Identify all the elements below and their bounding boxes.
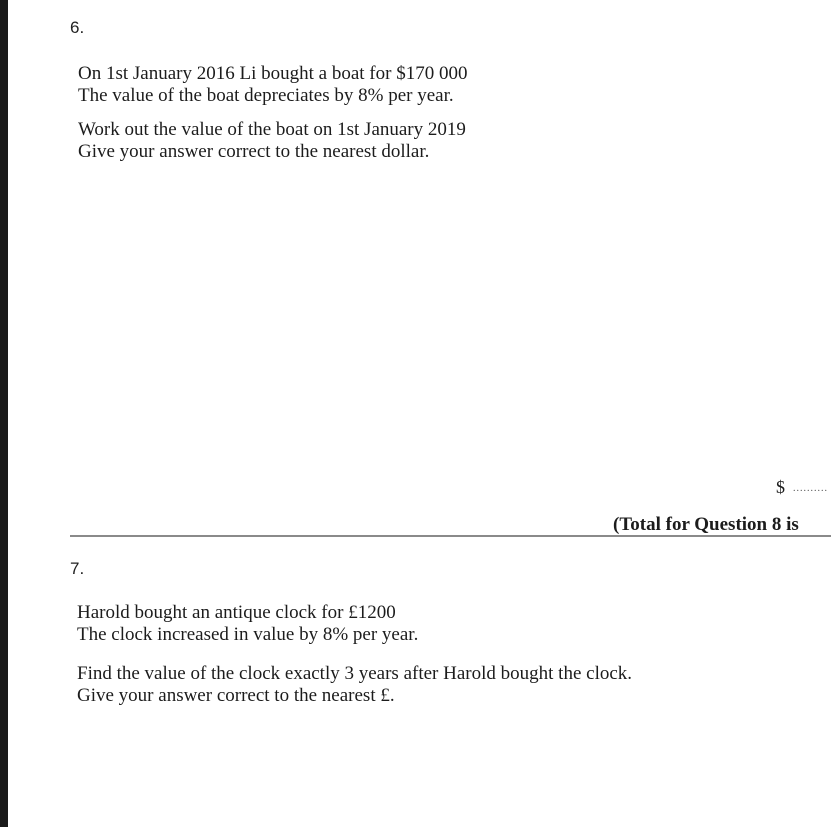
question-6-task-line-1: Work out the value of the boat on 1st January 2019 <box>78 119 466 140</box>
question-7-number: 7. <box>70 559 85 578</box>
question-7-line-2: The clock increased in value by 8% per year. <box>77 624 419 645</box>
question-7-task-line-1: Find the value of the clock exactly 3 years after Harold bought the clock. <box>77 663 633 684</box>
question-6-line-1: On 1st January 2016 Li bought a boat for $170 000 <box>78 63 468 84</box>
answer-currency-symbol: $ <box>776 477 785 497</box>
answer-dotted-line: .......... <box>793 483 828 495</box>
left-edge-bar <box>0 0 8 827</box>
question-6-answer-line <box>776 477 828 498</box>
question-6-task-line-2: Give your answer correct to the nearest dollar. <box>78 141 430 162</box>
question-divider <box>70 535 831 537</box>
question-7-task <box>77 663 632 707</box>
question-6-total-label: (Total for Question 8 is <box>613 514 799 535</box>
question-6-task <box>78 119 466 163</box>
question-7-task-line-2: Give your answer correct to the nearest £. <box>77 685 395 706</box>
question-6-number: 6. <box>70 18 85 37</box>
question-6-statement <box>78 63 467 107</box>
question-7-line-1: Harold bought an antique clock for £1200 <box>77 602 396 623</box>
question-6-line-2: The value of the boat depreciates by 8% per year. <box>78 85 454 106</box>
question-7-statement <box>77 602 418 646</box>
